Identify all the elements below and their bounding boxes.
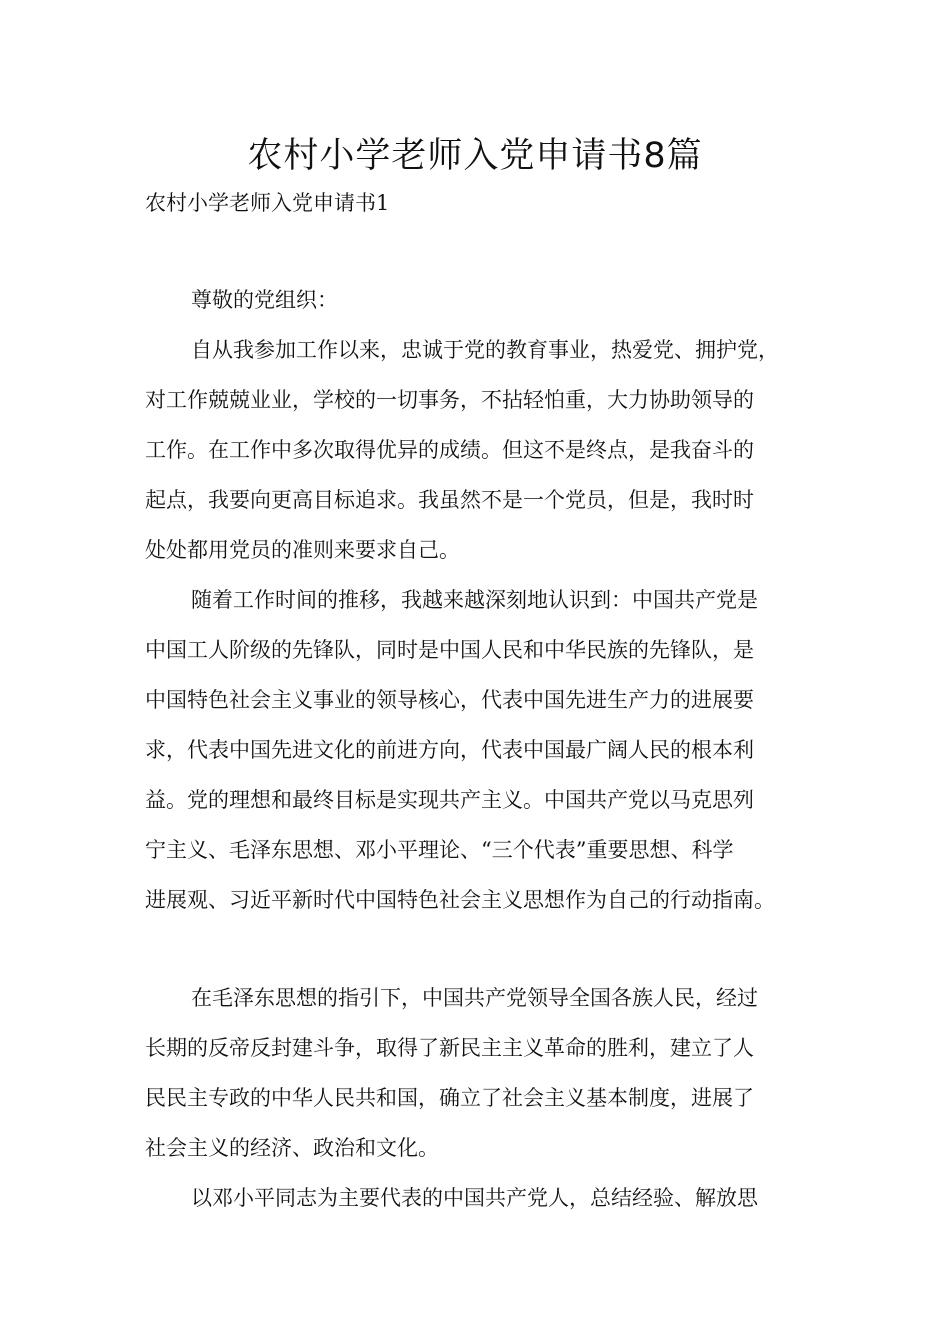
paragraph-line: 自从我参加工作以来，忠诚于党的教育事业，热爱党、拥护党， [191, 338, 779, 362]
document-subtitle: 农村小学老师入党申请书1 [145, 191, 390, 215]
paragraph-line: 起点，我要向更高目标追求。我虽然不是一个党员，但是，我时时 [145, 488, 754, 512]
salutation: 尊敬的党组织： [191, 288, 338, 312]
document-title: 农村小学老师入党申请书8篇 [247, 136, 703, 176]
paragraph-line: 中国工人阶级的先锋队，同时是中国人民和中华民族的先锋队，是 [145, 638, 754, 662]
paragraph-line: 进展观、习近平新时代中国特色社会主义思想作为自己的行动指南。 [145, 888, 775, 912]
paragraph-line: 求，代表中国先进文化的前进方向，代表中国最广阔人民的根本利 [145, 738, 754, 762]
paragraph-line: 中国特色社会主义事业的领导核心，代表中国先进生产力的进展要 [145, 688, 754, 712]
paragraph-line: 长期的反帝反封建斗争，取得了新民主主义革命的胜利，建立了人 [145, 1036, 754, 1060]
paragraph-line: 对工作兢兢业业，学校的一切事务，不拈轻怕重，大力协助领导的 [145, 388, 754, 412]
paragraph-line: 益。党的理想和最终目标是实现共产主义。中国共产党以马克思列 [145, 788, 754, 812]
paragraph-line: 社会主义的经济、政治和文化。 [145, 1136, 439, 1160]
paragraph-line: 在毛泽东思想的指引下，中国共产党领导全国各族人民，经过 [191, 986, 758, 1010]
paragraph-line: 民民主专政的中华人民共和国，确立了社会主义基本制度，进展了 [145, 1086, 754, 1110]
paragraph-line: 处处都用党员的准则来要求自己。 [145, 538, 460, 562]
paragraph-line: 以邓小平同志为主要代表的中国共产党人，总结经验、解放思 [191, 1186, 758, 1210]
paragraph-line: 宁主义、毛泽东思想、邓小平理论、“三个代表”重要思想、科学 [145, 838, 734, 862]
paragraph-line: 随着工作时间的推移，我越来越深刻地认识到：中国共产党是 [191, 588, 758, 612]
paragraph-line: 工作。在工作中多次取得优异的成绩。但这不是终点，是我奋斗的 [145, 438, 754, 462]
